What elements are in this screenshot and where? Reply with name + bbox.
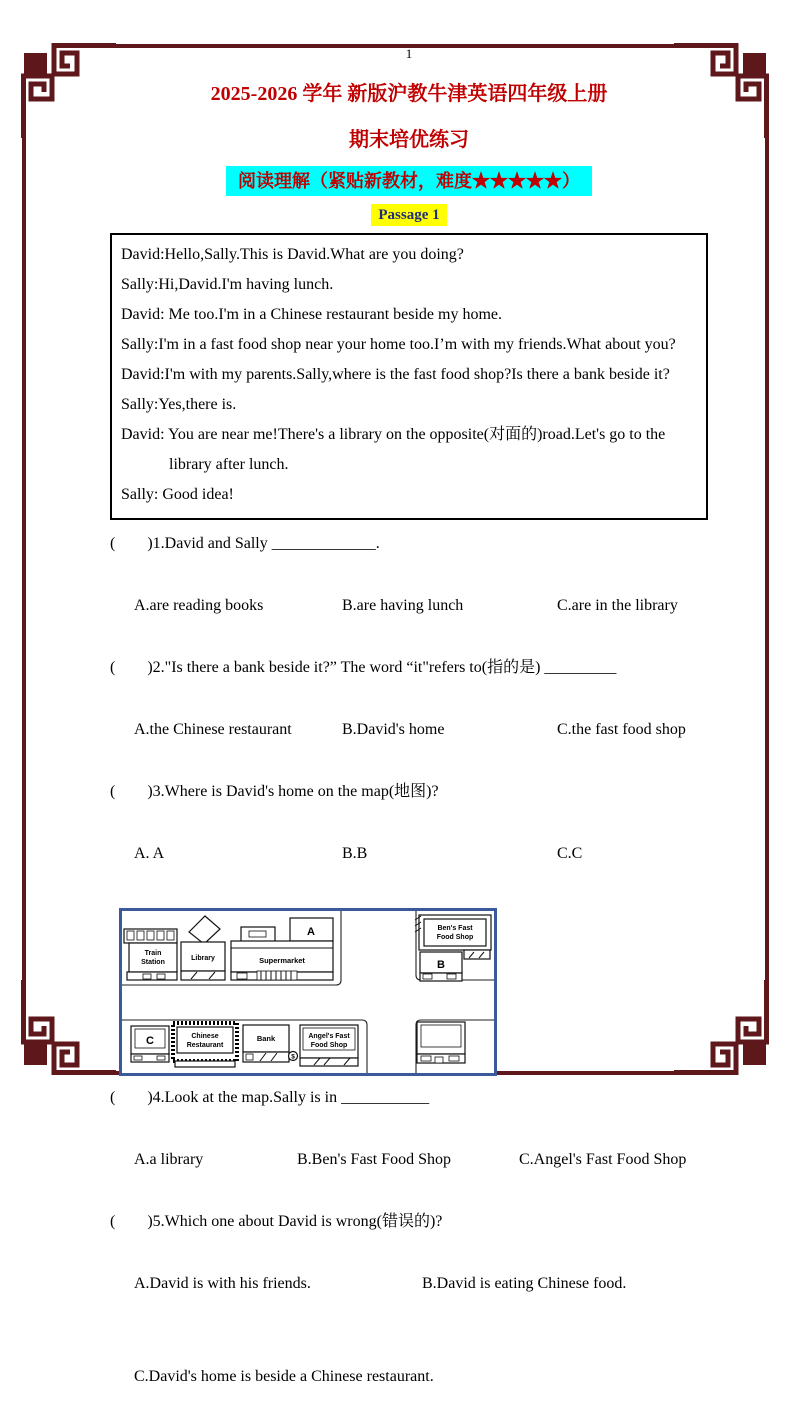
question-5-options (110, 1237, 708, 1330)
option-item: C.the fast food shop (557, 721, 686, 738)
svg-text:Food Shop: Food Shop (436, 934, 474, 941)
dialogue-line: David: Me too.I'm in a Chinese restaurant beside my home. (121, 306, 503, 323)
svg-text:A: A (307, 926, 315, 938)
bank-building (243, 1025, 298, 1062)
page-title: 2025-2026 学年 新版沪教牛津英语四年级上册 (210, 83, 608, 105)
dialogue-line: David:I'm with my parents.Sally,where is the fast food shop?Is there a bank beside it? (121, 366, 670, 383)
passage-label: Passage 1 (371, 204, 446, 226)
question-1-stem: ( )1.David and Sally _____________. (110, 535, 380, 552)
question-5-stem: ( )5.Which one about David is wrong(错误的)? (110, 1213, 443, 1230)
option-item: A.are reading books (134, 597, 264, 614)
section-banner-row (110, 166, 708, 196)
svg-text:Train: Train (144, 950, 162, 957)
option-item: A. A (134, 845, 165, 862)
dialogue-line: library after lunch. (121, 456, 289, 473)
question-3-options (110, 807, 708, 900)
option-item: B.David's home (342, 721, 445, 738)
dialogue-box (110, 233, 708, 520)
svg-text:Angel's Fast: Angel's Fast (308, 1033, 350, 1040)
svg-text:Ben's Fast: Ben's Fast (437, 925, 473, 932)
angels-fast-food-shop-building (300, 1025, 358, 1066)
section-banner: 阅读理解（紧贴新教材，难度★★★★★） (226, 166, 592, 196)
svg-text:Station: Station (141, 959, 165, 966)
option-item: C.C (557, 845, 583, 862)
question-3-stem: ( )3.Where is David's home on the map(地图)? (110, 783, 439, 800)
dialogue-line: Sally:Yes,there is. (121, 396, 237, 413)
option-item: B.Ben's Fast Food Shop (297, 1151, 452, 1168)
dialogue-line: David:Hello,Sally.This is David.What are you doing? (121, 246, 464, 263)
svg-text:Food Shop: Food Shop (310, 1042, 348, 1049)
question-4-options (110, 1113, 708, 1206)
dialogue-line: Sally:Hi,David.I'm having lunch. (121, 276, 334, 293)
page-number: 1 (405, 46, 413, 61)
dialogue-line: Sally:I'm in a fast food shop near your home too.I’m with my friends.What about you? (121, 336, 676, 353)
option-item: B.are having lunch (342, 597, 464, 614)
chinese-restaurant-building (173, 1023, 237, 1067)
bens-fast-food-shop-building (415, 915, 491, 950)
train-station-building (124, 929, 177, 980)
frame-edge-right (765, 136, 769, 982)
svg-text:Supermarket: Supermarket (259, 956, 305, 965)
question-2-stem: ( )2."Is there a bank beside it?” The word “it"refers to(指的是) _________ (110, 659, 617, 676)
svg-text:C: C (146, 1035, 154, 1047)
map-image (119, 908, 497, 1076)
svg-text:Restaurant: Restaurant (186, 1042, 224, 1049)
option-item: A.a library (134, 1151, 204, 1168)
svg-text:Library: Library (191, 955, 215, 962)
option-item: A.David is with his friends. (134, 1275, 311, 1292)
svg-text:Chinese: Chinese (191, 1033, 219, 1040)
frame-edge-left (22, 136, 26, 982)
option-item: B.B (342, 845, 368, 862)
content-column (110, 0, 708, 1423)
question-1-options (110, 559, 708, 652)
dollar-icon: $ (291, 1053, 295, 1061)
frame-corner-bottom-left (16, 980, 116, 1080)
passage-label-row (110, 204, 708, 226)
frame-corner-top-left (16, 38, 116, 138)
question-5-option-c (110, 1330, 708, 1423)
map-figure (119, 908, 708, 1076)
dialogue-line: Sally: Good idea! (121, 486, 234, 503)
option-item: C.are in the library (557, 597, 678, 614)
question-2-options (110, 683, 708, 776)
svg-text:B: B (437, 959, 445, 971)
building-c (131, 1026, 169, 1062)
question-4-stem: ( )4.Look at the map.Sally is in ___________ (110, 1089, 430, 1106)
page-subtitle: 期末培优练习 (349, 129, 469, 151)
building-a (290, 918, 333, 941)
option-item: B.David is eating Chinese food. (422, 1275, 627, 1292)
svg-text:Bank: Bank (256, 1034, 276, 1043)
unlabeled-building (417, 1022, 465, 1063)
dialogue-line: David: You are near me!There's a library on the opposite(对面的)road.Let's go to the (121, 426, 666, 443)
option-item: A.the Chinese restaurant (134, 721, 292, 738)
option-item: C.David's home is beside a Chinese restaurant. (134, 1368, 434, 1385)
option-item: C.Angel's Fast Food Shop (519, 1151, 687, 1168)
